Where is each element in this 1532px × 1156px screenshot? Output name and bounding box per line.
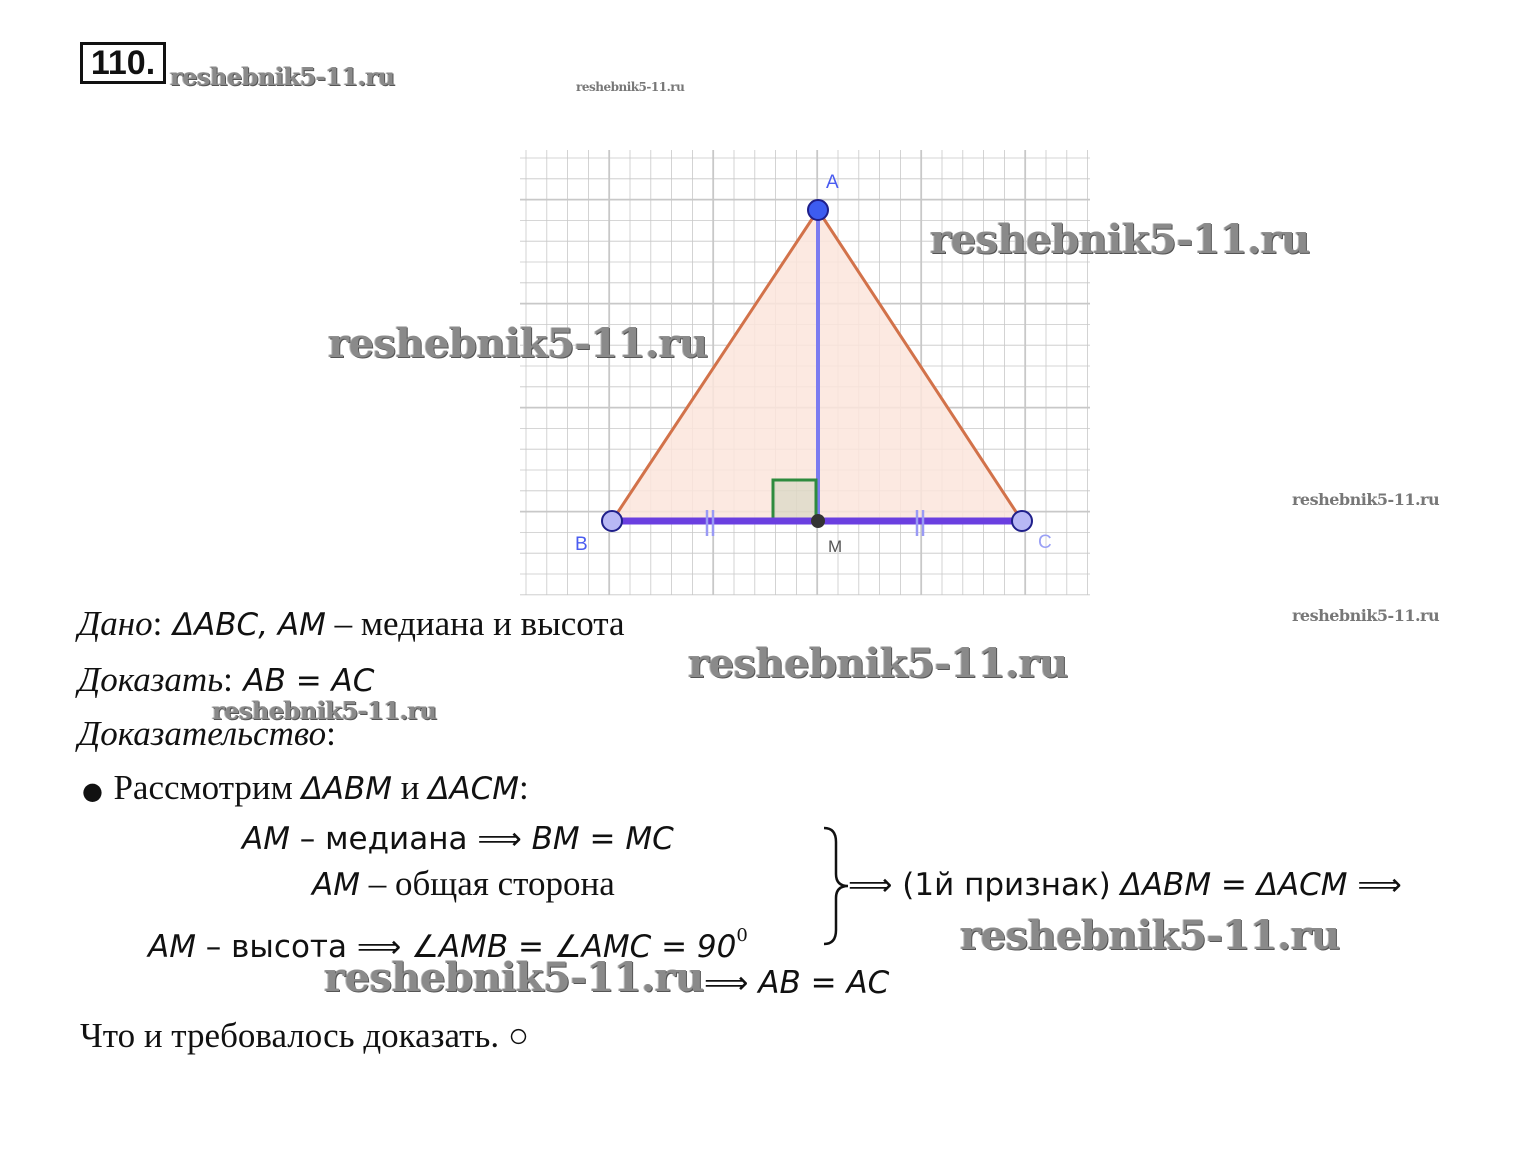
prove-label: Доказать	[78, 660, 224, 699]
point-b	[602, 511, 622, 531]
point-a	[808, 200, 828, 220]
watermark: reshebnik5-11.ru	[960, 912, 1340, 959]
watermark: reshebnik5-11.ru	[170, 62, 395, 91]
watermark: reshebnik5-11.ru	[930, 216, 1310, 263]
proof-line-2: AM – общая сторона	[312, 864, 615, 903]
label-m: M	[828, 537, 843, 556]
given-label: Дано	[78, 604, 153, 643]
label-b: B	[575, 534, 588, 555]
prove-math: AB = AC	[243, 663, 375, 699]
given-line: Дано: ΔABC, AM – медиана и высота	[78, 604, 625, 643]
point-m	[811, 514, 825, 528]
conclusion-line-2: ⟹ AB = AC	[704, 965, 890, 1001]
qed-line: Что и требовалось доказать. ○	[80, 1016, 530, 1055]
watermark: reshebnik5-11.ru	[576, 80, 685, 94]
conclusion-line-1: ⟹ (1й признак) ΔABM = ΔACM ⟹	[848, 867, 1402, 903]
label-a: A	[826, 172, 839, 193]
watermark: reshebnik5-11.ru	[324, 954, 704, 1001]
point-c	[1012, 511, 1032, 531]
problem-number: 110.	[80, 42, 166, 84]
proof-label-line: Доказательство:	[78, 714, 336, 753]
right-angle-mark	[773, 480, 816, 521]
prove-line: Доказать: AB = AC	[78, 660, 375, 699]
given-math: ΔABC, AM	[172, 607, 326, 643]
consider-line: ● Рассмотрим ΔABM и ΔACM:	[82, 768, 529, 807]
watermark: reshebnik5-11.ru	[328, 320, 708, 367]
label-c: C	[1038, 532, 1052, 553]
watermark: reshebnik5-11.ru	[1292, 606, 1440, 625]
proof-label: Доказательство	[78, 714, 327, 753]
proof-line-3: AM – высота ⟹ ∠AMB = ∠AMC = $90^0$	[148, 925, 748, 965]
bullet: ●	[82, 777, 103, 805]
given-text: – медиана и высота	[325, 604, 625, 643]
watermark: reshebnik5-11.ru	[688, 640, 1068, 687]
proof-line-1: AM – медиана ⟹ BM = MC	[242, 821, 674, 857]
watermark: reshebnik5-11.ru	[1292, 490, 1440, 509]
watermark: reshebnik5-11.ru	[212, 696, 437, 725]
